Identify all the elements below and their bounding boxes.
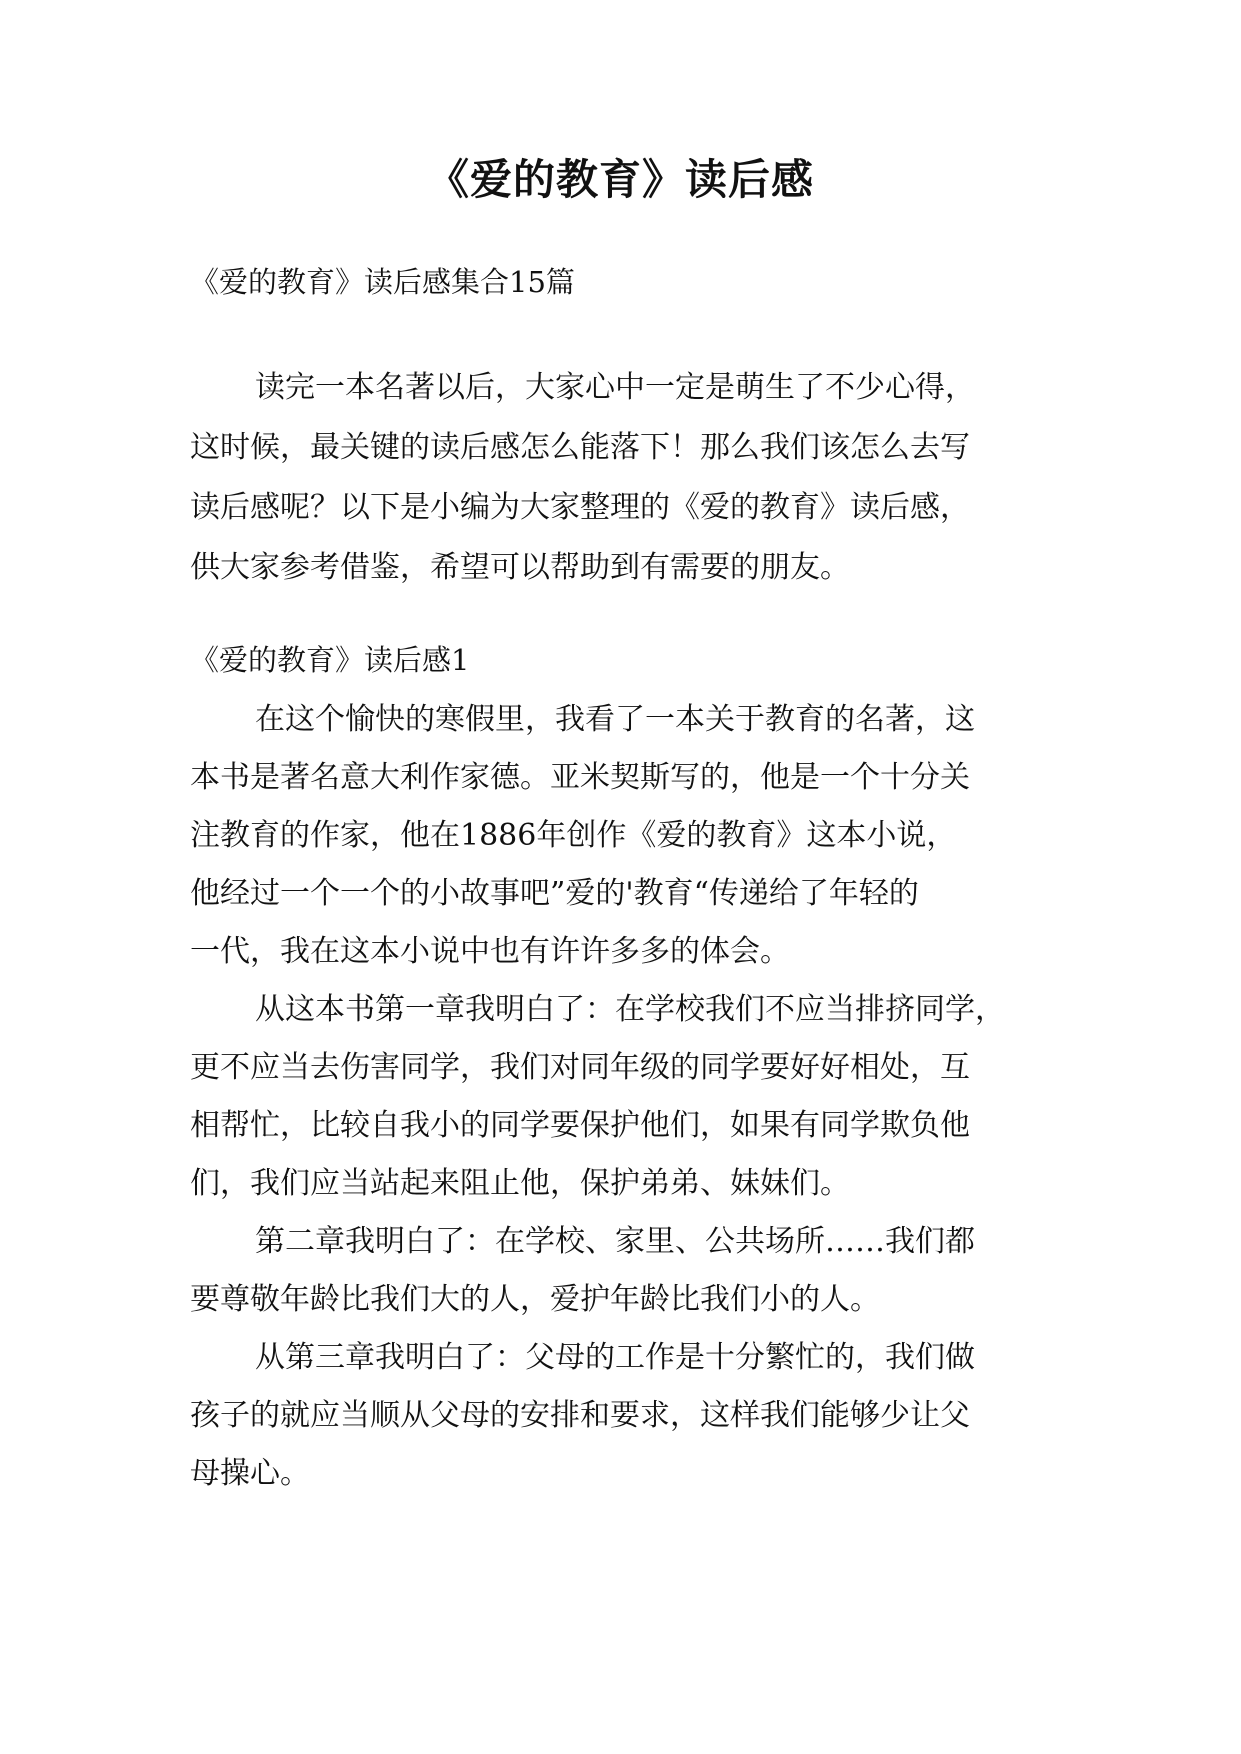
intro-line: 读后感呢？以下是小编为大家整理的《爱的教育》读后感， bbox=[190, 490, 970, 525]
paragraph-line: 第二章我明白了：在学校、家里、公共场所……我们都 bbox=[255, 1224, 975, 1259]
section-heading: 《爱的教育》读后感1 bbox=[190, 643, 470, 677]
document-subtitle: 《爱的教育》读后感集合15篇 bbox=[190, 265, 575, 299]
paragraph-line: 更不应当去伤害同学，我们对同年级的同学要好好相处，互 bbox=[190, 1050, 970, 1085]
paragraph-line: 在这个愉快的寒假里，我看了一本关于教育的名著，这 bbox=[255, 702, 975, 737]
paragraph-line: 从这本书第一章我明白了：在学校我们不应当排挤同学， bbox=[255, 992, 1005, 1027]
paragraph-line: 一代，我在这本小说中也有许许多多的体会。 bbox=[190, 934, 790, 969]
intro-line: 供大家参考借鉴，希望可以帮助到有需要的朋友。 bbox=[190, 550, 850, 585]
intro-line: 这时候，最关键的读后感怎么能落下！那么我们该怎么去写 bbox=[190, 430, 970, 465]
paragraph-line: 注教育的作家，他在1886年创作《爱的教育》这本小说， bbox=[190, 818, 957, 853]
paragraph-line: 母操心。 bbox=[190, 1456, 310, 1491]
paragraph-line: 他经过一个一个的小故事吧”爱的'教育“传递给了年轻的 bbox=[190, 876, 919, 911]
paragraph-line: 从第三章我明白了：父母的工作是十分繁忙的，我们做 bbox=[255, 1340, 975, 1375]
paragraph-line: 要尊敬年龄比我们大的人，爱护年龄比我们小的人。 bbox=[190, 1282, 880, 1317]
document-title: 《爱的教育》读后感 bbox=[426, 155, 814, 204]
intro-line: 读完一本名著以后，大家心中一定是萌生了不少心得， bbox=[255, 370, 975, 405]
paragraph-line: 相帮忙，比较自我小的同学要保护他们，如果有同学欺负他 bbox=[190, 1108, 970, 1143]
paragraph-line: 们，我们应当站起来阻止他，保护弟弟、妹妹们。 bbox=[190, 1166, 850, 1201]
paragraph-line: 本书是著名意大利作家德。亚米契斯写的，他是一个十分关 bbox=[190, 760, 970, 795]
paragraph-line: 孩子的就应当顺从父母的安排和要求，这样我们能够少让父 bbox=[190, 1398, 970, 1433]
